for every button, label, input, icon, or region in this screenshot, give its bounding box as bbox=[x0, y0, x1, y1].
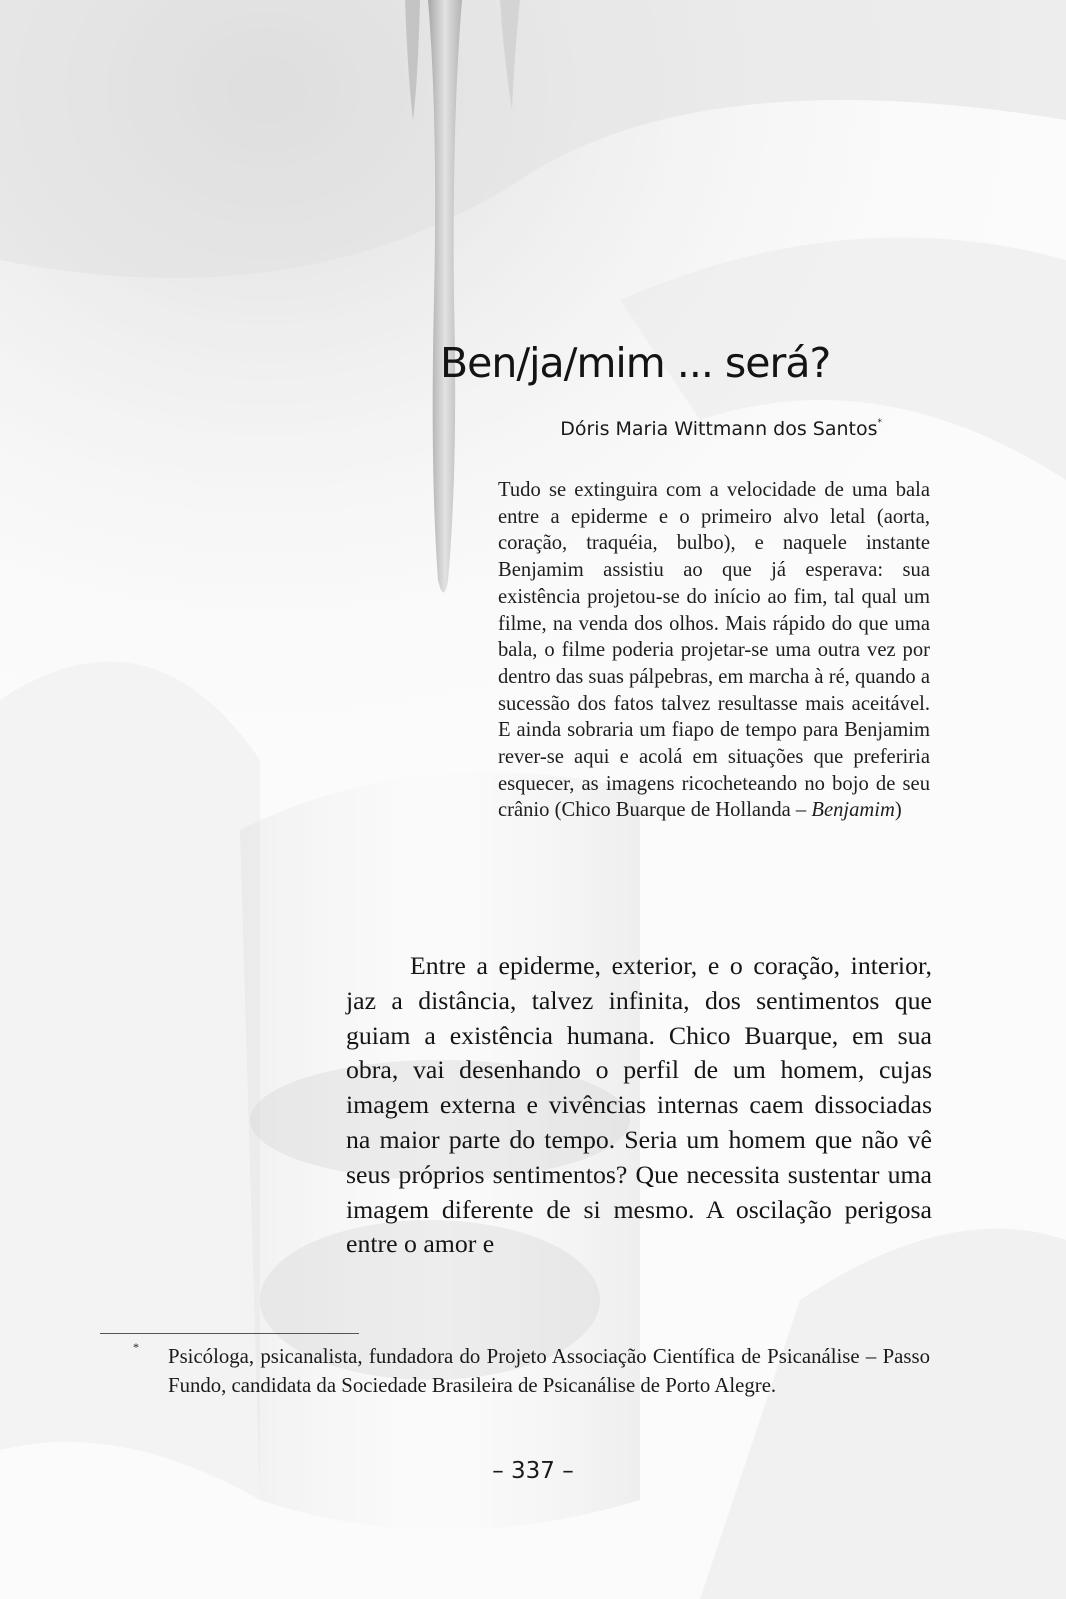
epigraph-quote bbox=[498, 477, 930, 824]
author-name: Dóris Maria Wittmann dos Santos bbox=[560, 418, 878, 440]
page-number: – 337 – bbox=[492, 1458, 574, 1484]
epigraph-text: Tudo se extinguira com a velocidade de uma bala entre a epiderme e o primeiro alvo letal (aorta, coração, traquéia, bulbo), e naquele instante Benjamim assistiu ao que já esperava: sua existência projetou-se do início ao fim, tal qual um filme, na venda dos olhos. Mais rápido do que uma bala, o filme poderia projetar-se uma outra vez por dentro das suas pálpebras, em marcha à ré, quando a sucessão dos fatos talvez resultasse mais aceitável. E ainda sobraria um fiapo de tempo para Benjamim rever-se aqui e acolá em situações que preferiria esquecer, as imagens ricocheteando no bojo de seu crânio (Chico Buarque de Hollanda – bbox=[498, 479, 930, 822]
footnote-mark: * bbox=[133, 1340, 139, 1354]
epigraph-close: ) bbox=[894, 799, 902, 822]
page-title: Ben/ja/mim ... será? bbox=[440, 339, 831, 387]
footnote-text: Psicóloga, psicanalista, fundadora do Projeto Associação Científica de Psicanálise – Passo Fundo, candidata da Sociedade Brasileira de Psicanálise de Porto Alegre. bbox=[168, 1345, 930, 1397]
body-paragraph: Entre a epiderme, exterior, e o coração, interior, jaz a distância, talvez infinita, dos sentimentos que guiam a existência humana. Chico Buarque, em sua obra, vai desenhando o perfil de um homem, cujas imagem externa e vivências internas caem dissociadas na maior parte do tempo. Seria um homem que não vê seus próprios sentimentos? Que necessita sustentar uma imagem diferente de si mesmo. A oscilação perigosa entre o amor e bbox=[346, 951, 932, 1259]
author-footnote-mark: * bbox=[877, 418, 882, 428]
footnote-divider bbox=[100, 1333, 359, 1334]
author-byline bbox=[420, 418, 882, 440]
epigraph-source-title: Benjamim bbox=[811, 799, 895, 822]
